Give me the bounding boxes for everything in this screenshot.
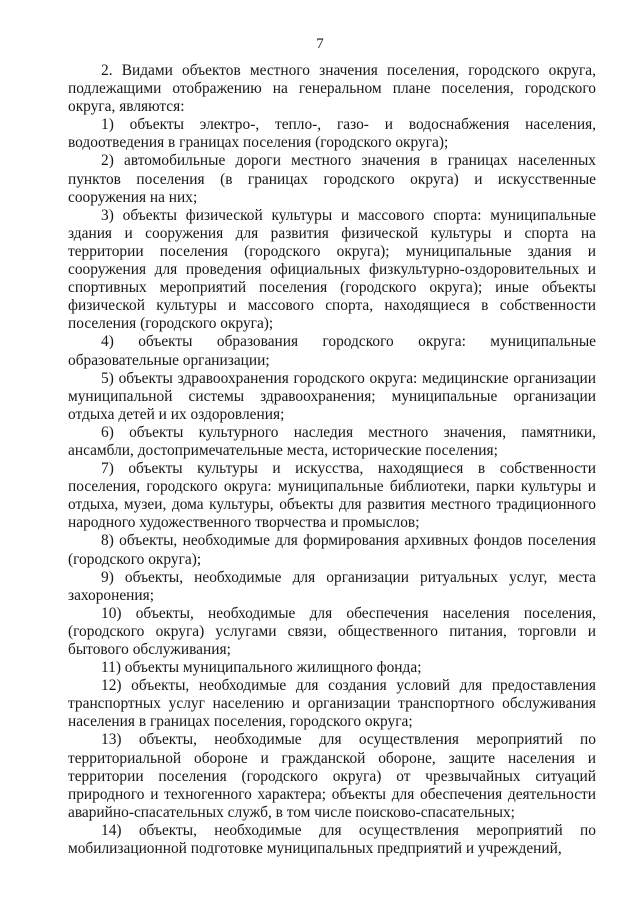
paragraph-item-8: 8) объекты, необходимые для формирования архивных фондов поселения (городского округа); [68,532,596,568]
paragraph-item-11: 11) объекты муниципального жилищного фонда; [101,659,422,677]
paragraph-item-7: 7) объекты культуры и искусства, находящиеся в собственности поселения, городского округа: муниципальные библиотеки, парки культуры и отдыха, музеи, дома культуры, объекты для развития местного традиционного народного художественного творчества и промыслов; [68,460,596,532]
paragraph-item-6: 6) объекты культурного наследия местного значения, памятники, ансамбли, достопримечательные места, исторические поселения; [68,423,596,459]
paragraph-item-1: 1) объекты электро-, тепло-, газо- и водоснабжения населения, водоотведения в границах поселения (городского округа); [68,116,596,152]
paragraph-item-12: 12) объекты, необходимые для создания условий для предоставления транспортных услуг населению и организации транспортного обслуживания населения в границах поселения, городского округа; [68,677,596,731]
paragraph-item-13: 13) объекты, необходимые для осуществления мероприятий по территориальной обороне и гражданской обороне, защите населения и территории поселения (городского округа) от чрезвычайных ситуаций природного и техногенного характера; объекты для обеспечения деятельности аварийно-спасательных служб, в том числе поисково-спасательных; [68,731,596,821]
page-number: 7 [316,36,324,52]
paragraph-item-2: 2) автомобильные дороги местного значения в границах населенных пунктов поселения (в границах городского округа) и искусственные сооружения на них; [68,152,596,206]
paragraph-intro: 2. Видами объектов местного значения поселения, городского округа, подлежащими отображению на генеральном плане поселения, городского округа, являются: [68,62,596,116]
paragraph-item-5: 5) объекты здравоохранения городского округа: медицинские организации муниципальной системы здравоохранения; муниципальные организации отдыха детей и их оздоровления; [68,369,596,423]
document-body [68,62,596,858]
paragraph-item-3: 3) объекты физической культуры и массового спорта: муниципальные здания и сооружения для развития физической культуры и спорта на территории поселения (городского округа); муниципальные здания и сооружения для проведения официальных физкультурно-оздоровительных и спортивных мероприятий поселения (городского округа); иные объекты физической культуры и массового спорта, находящиеся в собственности поселения (городского округа); [68,206,596,333]
paragraph-item-9: 9) объекты, необходимые для организации ритуальных услуг, места захоронения; [68,568,596,604]
paragraph-item-10: 10) объекты, необходимые для обеспечения населения поселения, (городского округа) услугами связи, общественного питания, торговли и бытового обслуживания; [68,604,596,658]
paragraph-item-14: 14) объекты, необходимые для осуществления мероприятий по мобилизационной подготовке муниципальных предприятий и учреждений, [68,821,596,858]
paragraph-item-4: 4) объекты образования городского округа: муниципальные образовательные организации; [68,333,596,369]
